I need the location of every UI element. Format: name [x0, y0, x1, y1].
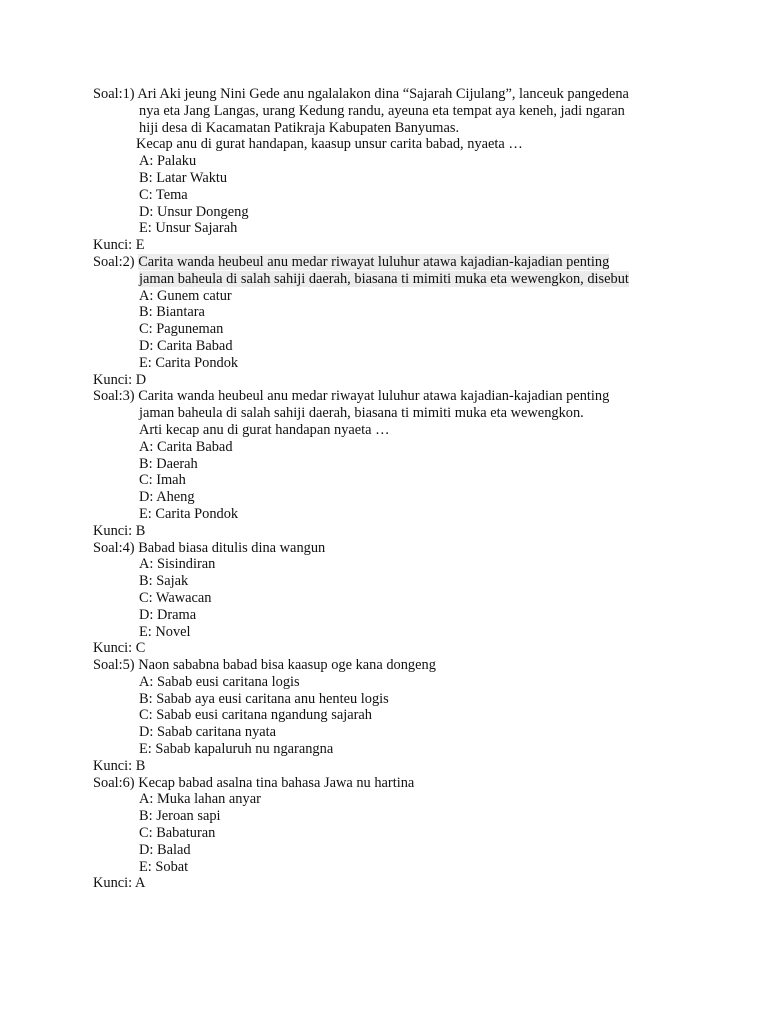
option-c: C: Babaturan [139, 825, 216, 842]
question-4 [93, 540, 675, 658]
option-e: E: Carita Pondok [139, 354, 239, 371]
option-d: D: Carita Babad [139, 337, 233, 354]
option-b: B: Latar Waktu [139, 169, 228, 186]
question-3 [93, 388, 675, 539]
question-text-line: nya eta Jang Langas, urang Kedung randu, ayeuna eta tempat aya keneh, jadi ngaran [139, 102, 625, 119]
option-b: B: Sajak [139, 573, 189, 590]
option-b: B: Biantara [139, 304, 205, 321]
option-b: B: Jeroan sapi [139, 808, 221, 825]
question-text: Carita wanda heubeul anu medar riwayat luluhur atawa kajadian-kajadian penting [138, 388, 610, 405]
option-a: A: Carita Babad [139, 438, 233, 455]
option-a: A: Sabab eusi caritana logis [139, 673, 300, 690]
option-e: E: Sobat [139, 858, 189, 875]
option-c: C: Tema [139, 186, 188, 203]
option-b: B: Daerah [139, 455, 198, 472]
question-text-line: jaman baheula di salah sahiji daerah, biasana ti mimiti muka eta wewengkon. [139, 405, 584, 422]
question-5 [93, 657, 675, 775]
question-first-line [93, 775, 675, 792]
option-e: E: Sabab kapaluruh nu ngarangna [139, 741, 334, 758]
option-d: D: Sabab caritana nyata [139, 724, 277, 741]
option-d: D: Balad [139, 841, 191, 858]
question-first-line [93, 388, 675, 405]
question-label: Soal:6) [93, 774, 135, 791]
answer-key: Kunci: A [93, 875, 146, 892]
option-a: A: Muka lahan anyar [139, 791, 261, 808]
question-label: Soal:2) [93, 253, 135, 270]
question-first-line [93, 540, 675, 557]
option-c: C: Wawacan [139, 589, 212, 606]
question-label: Soal:1) [93, 86, 135, 102]
option-d: D: Drama [139, 606, 197, 623]
option-d: D: Aheng [139, 489, 195, 506]
question-text: Ari Aki jeung Nini Gede anu ngalalakon dina “Sajarah Cijulang”, lanceuk pangedena [137, 86, 629, 102]
question-label: Soal:5) [93, 657, 135, 674]
question-label: Soal:3) [93, 388, 135, 405]
option-e: E: Novel [139, 623, 191, 640]
answer-key: Kunci: B [93, 522, 146, 539]
question-label: Soal:4) [93, 539, 135, 556]
answer-key: Kunci: B [93, 757, 146, 774]
question-text-highlight: jaman baheula di salah sahiji daerah, biasana ti mimiti muka eta wewengkon, disebut [139, 270, 629, 287]
option-b: B: Sabab aya eusi caritana anu henteu logis [139, 690, 389, 707]
question-text-line [93, 271, 675, 288]
question-text: Carita wanda heubeul anu medar riwayat luluhur atawa kajadian-kajadian penting [138, 253, 610, 270]
question-1 [93, 86, 675, 254]
answer-key: Kunci: D [93, 371, 147, 388]
option-c: C: Imah [139, 472, 186, 489]
question-text: Naon sababna babad bisa kaasup oge kana dongeng [138, 657, 436, 674]
question-text: Kecap babad asalna tina bahasa Jawa nu hartina [138, 774, 415, 791]
document-page [93, 86, 675, 892]
question-stem: Kecap anu di gurat handapan, kaasup unsur carita babad, nyaeta … [136, 136, 523, 153]
option-a: A: Sisindiran [139, 556, 216, 573]
option-a: A: Gunem catur [139, 287, 232, 304]
question-first-line [93, 254, 675, 271]
question-first-line [93, 657, 675, 674]
answer-key: Kunci: E [93, 237, 145, 254]
question-text: Babad biasa ditulis dina wangun [138, 539, 326, 556]
question-6 [93, 775, 675, 893]
question-stem: Arti kecap anu di gurat handapan nyaeta … [139, 421, 390, 438]
question-first-line [93, 86, 675, 103]
question-2 [93, 254, 675, 388]
option-a: A: Palaku [139, 153, 197, 170]
question-text-line: hiji desa di Kacamatan Patikraja Kabupaten Banyumas. [139, 119, 460, 136]
answer-key: Kunci: C [93, 640, 146, 657]
option-e: E: Carita Pondok [139, 505, 239, 522]
option-c: C: Sabab eusi caritana ngandung sajarah [139, 707, 372, 724]
option-d: D: Unsur Dongeng [139, 203, 249, 220]
option-c: C: Paguneman [139, 321, 224, 338]
option-e: E: Unsur Sajarah [139, 220, 238, 237]
